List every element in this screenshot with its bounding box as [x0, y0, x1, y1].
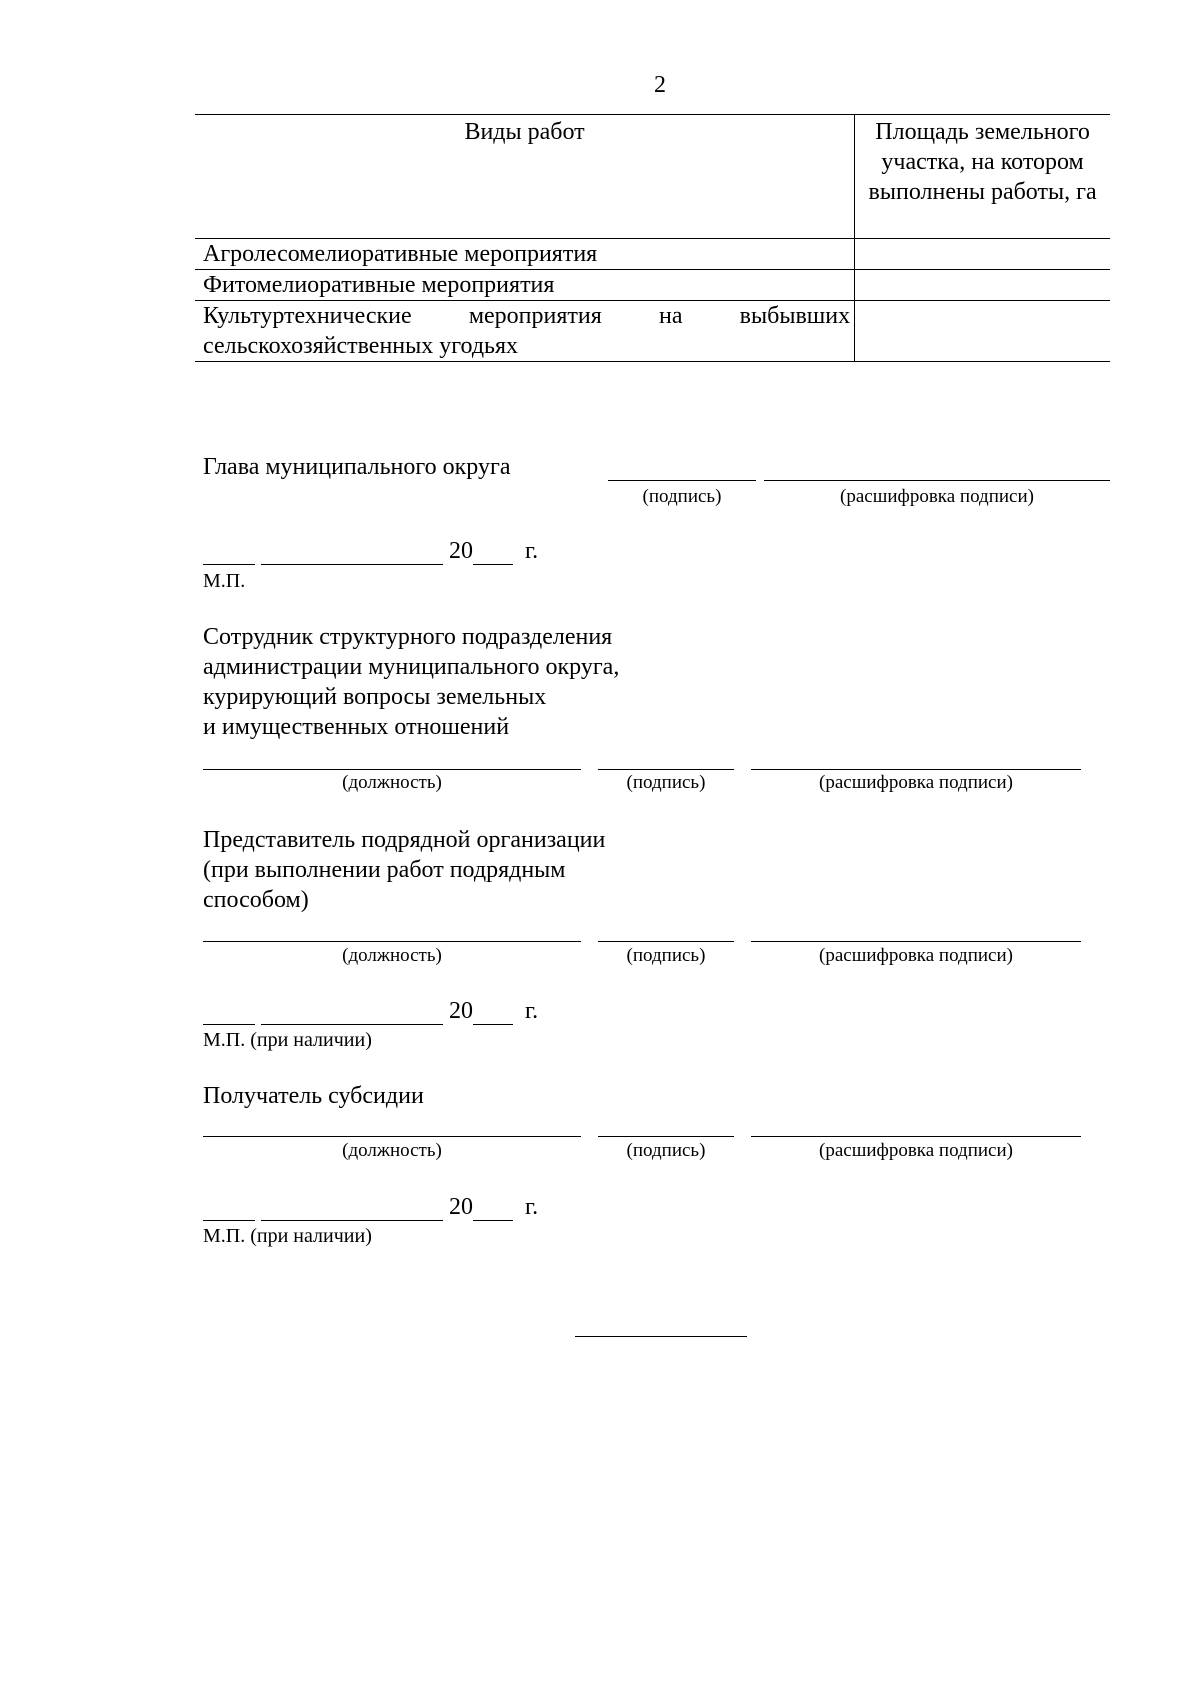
contractor-position-caption: (должность): [342, 945, 442, 966]
recipient-title: Получатель субсидии: [203, 1083, 424, 1109]
contractor-decoding-line: [751, 941, 1081, 942]
head-decoding-line: [764, 480, 1110, 481]
recipient-signature-caption: (подпись): [626, 1140, 706, 1161]
recipient-position-line: [203, 1136, 581, 1137]
employee-title-line-1: Сотрудник структурного подразделения: [203, 624, 613, 650]
employee-title-line-2: администрации муниципального округа,: [203, 654, 620, 680]
table-cell-area: [855, 301, 1110, 362]
contractor-position-line: [203, 941, 581, 942]
recipient-position-caption: (должность): [342, 1140, 442, 1161]
contractor-signature-caption: (подпись): [626, 945, 706, 966]
employee-position-line: [203, 769, 581, 770]
table-cell-area: [855, 270, 1110, 301]
employee-decoding-caption: (расшифровка подписи): [819, 772, 1013, 793]
employee-title-line-3: курирующий вопросы земельных: [203, 684, 547, 710]
stamp-label: М.П.: [203, 570, 246, 592]
contractor-title-line-2: (при выполнении работ подрядным: [203, 857, 566, 883]
table-header-area: Площадь земельного участка, на котором выполнены работы, га: [855, 115, 1110, 239]
head-title: Глава муниципального округа: [203, 454, 511, 480]
contractor-signature-line: [598, 941, 734, 942]
head-signature-caption: (подпись): [642, 486, 722, 507]
table-cell-work: Фитомелиоративные мероприятия: [195, 270, 855, 301]
head-signature-line: [608, 480, 756, 481]
date-line-1: 20 г.: [203, 538, 538, 565]
recipient-decoding-caption: (расшифровка подписи): [819, 1140, 1013, 1161]
recipient-decoding-line: [751, 1136, 1081, 1137]
stamp-label-optional: М.П. (при наличии): [203, 1029, 372, 1051]
table-header-row: [195, 115, 1110, 239]
employee-signature-caption: (подпись): [626, 772, 706, 793]
contractor-title-line-1: Представитель подрядной организации: [203, 827, 606, 853]
table-cell-area: [855, 239, 1110, 270]
employee-title-line-4: и имущественных отношений: [203, 714, 510, 740]
page-number: 2: [654, 72, 666, 98]
head-decoding-caption: (расшифровка подписи): [840, 486, 1034, 507]
recipient-signature-line: [598, 1136, 734, 1137]
table-cell-work: Культуртехнические мероприятия на выбывших сельскохозяйственных угодьях: [195, 301, 855, 362]
date-line-2: 20 г.: [203, 998, 538, 1025]
contractor-decoding-caption: (расшифровка подписи): [819, 945, 1013, 966]
employee-position-caption: (должность): [342, 772, 442, 793]
table-row: [195, 301, 1110, 362]
end-of-document-line: [575, 1336, 747, 1337]
works-table: [195, 114, 1110, 362]
table-row: [195, 239, 1110, 270]
contractor-title-line-3: способом): [203, 887, 309, 913]
table-header-works: Виды работ: [195, 115, 855, 239]
table-cell-work: Агролесомелиоративные мероприятия: [195, 239, 855, 270]
table-row: [195, 270, 1110, 301]
employee-signature-line: [598, 769, 734, 770]
date-line-3: 20 г.: [203, 1194, 538, 1221]
employee-decoding-line: [751, 769, 1081, 770]
stamp-label-optional: М.П. (при наличии): [203, 1225, 372, 1247]
